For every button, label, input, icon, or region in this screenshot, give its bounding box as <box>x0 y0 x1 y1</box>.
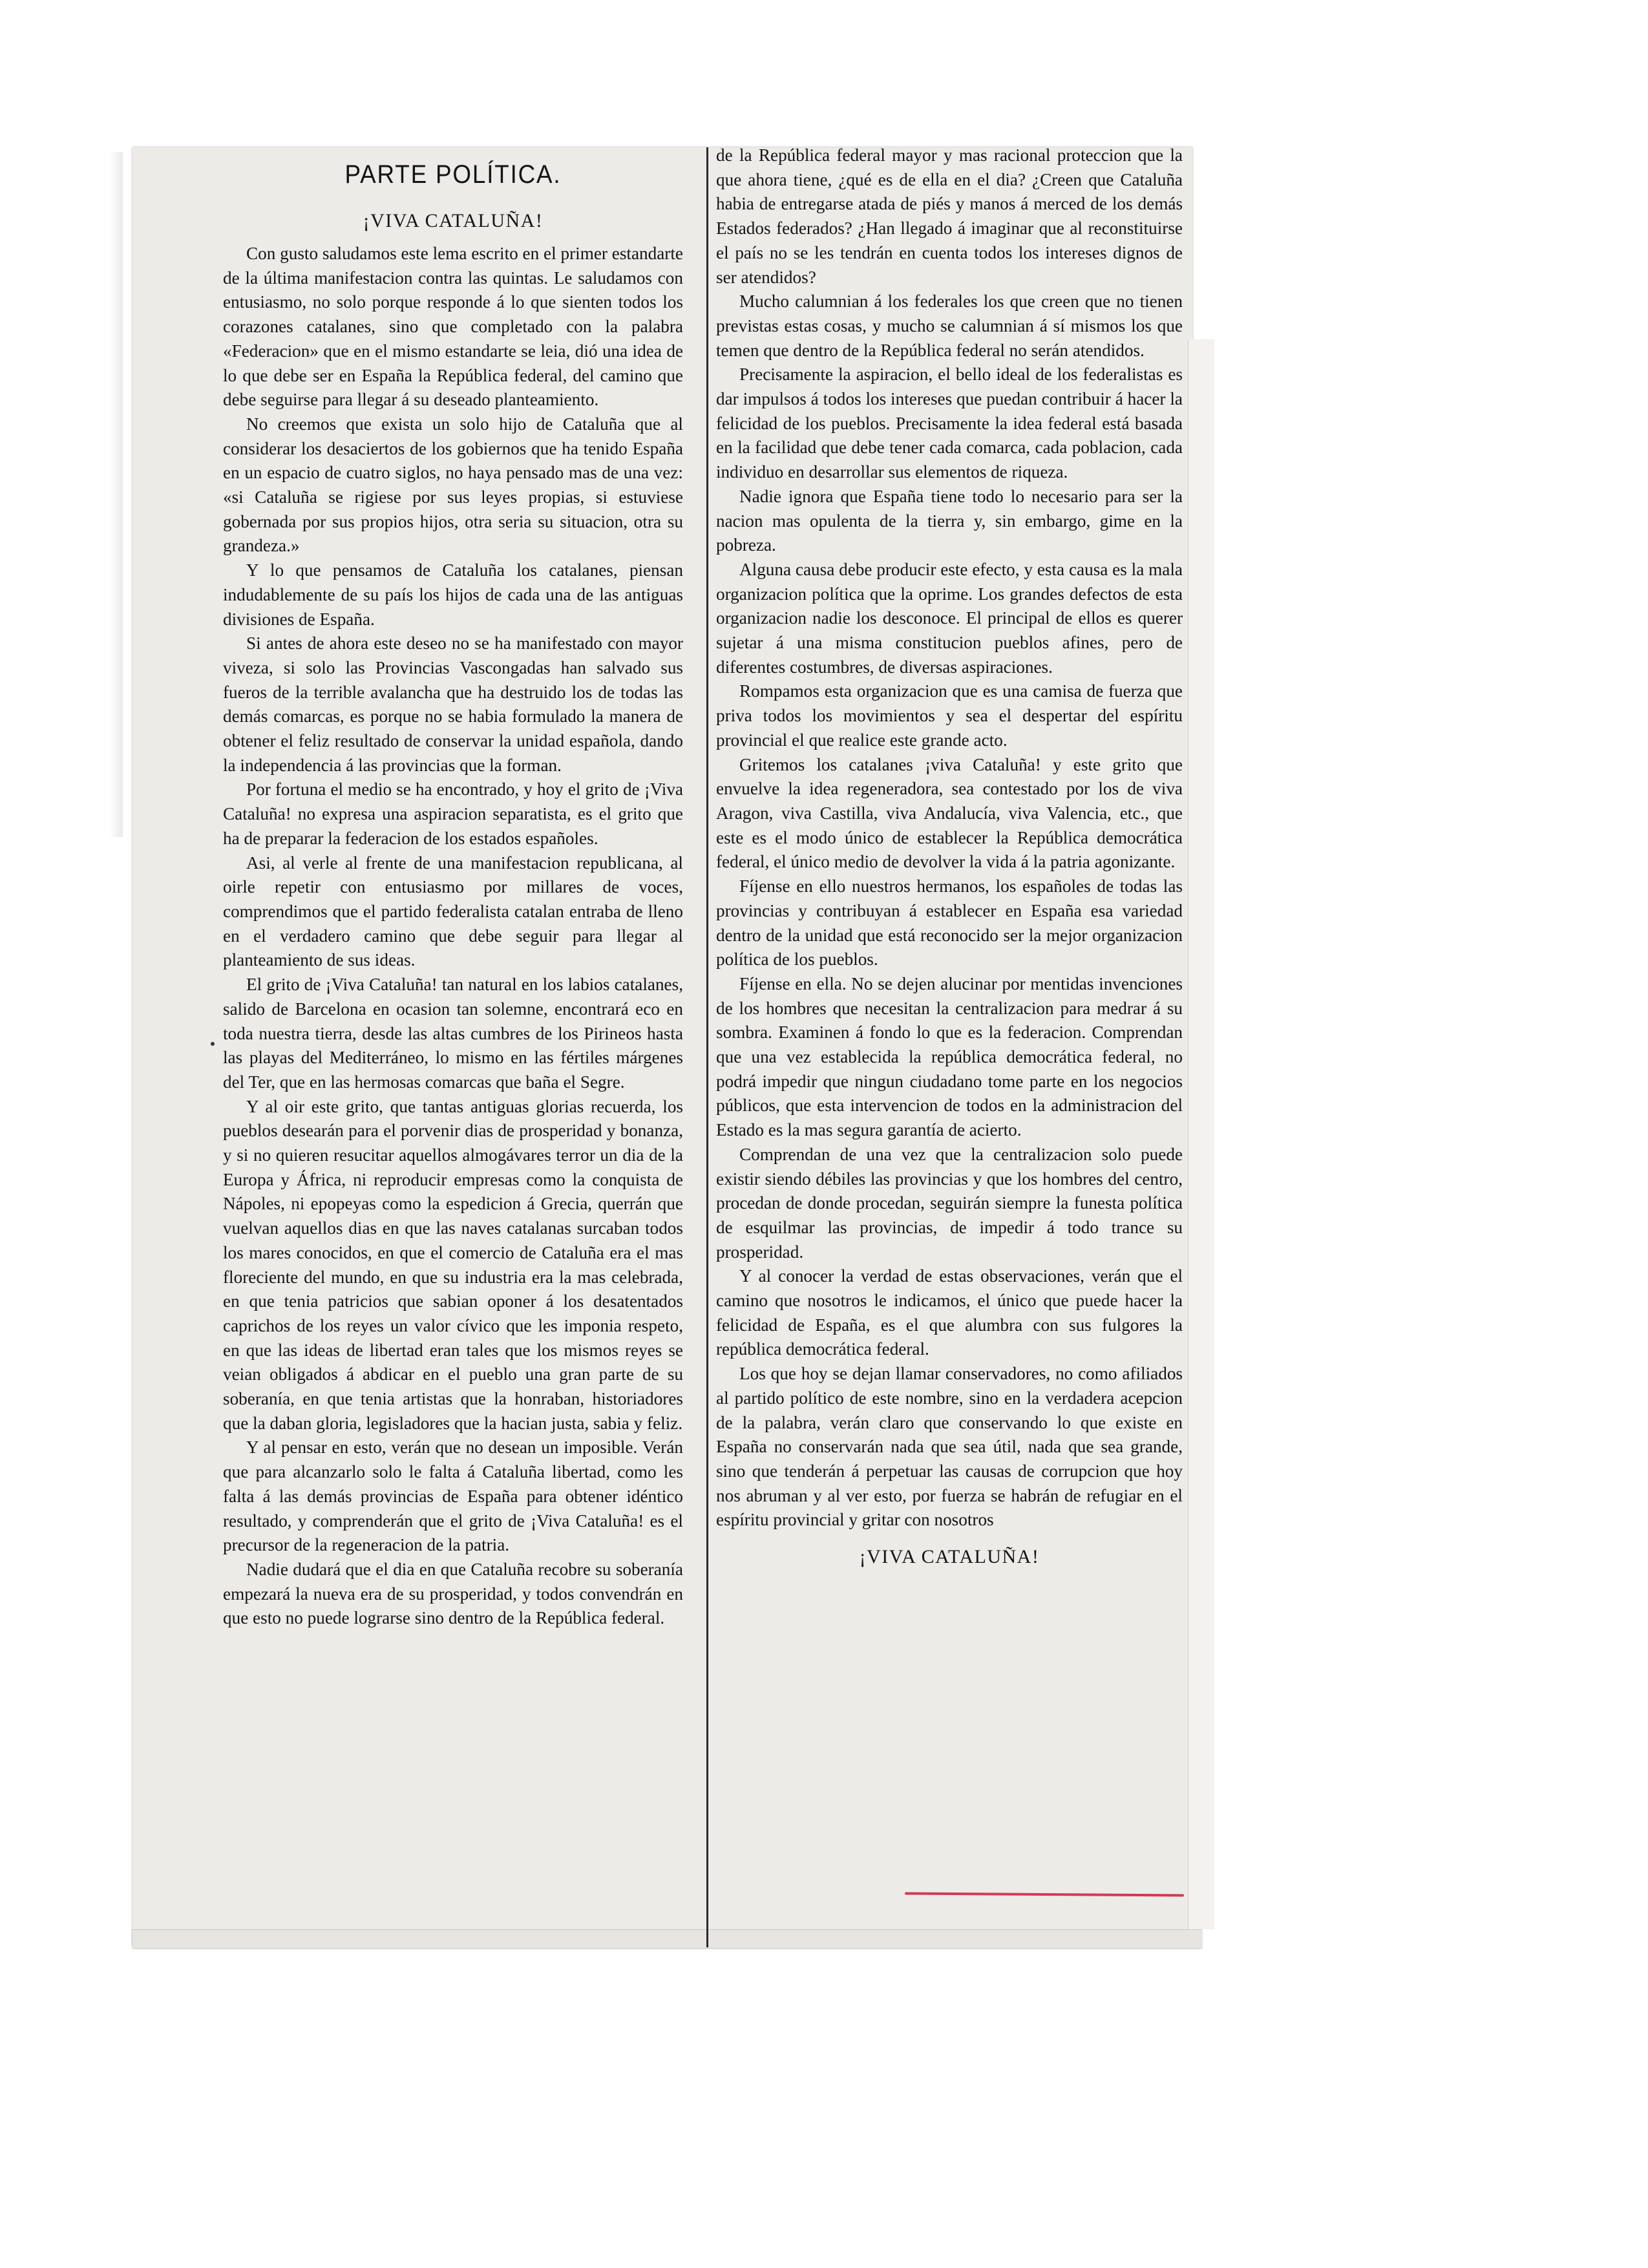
paragraph: El grito de ¡Viva Cataluña! tan natural en los labios catalanes, salido de Barcelona en ocasion tan solemne, encontrará eco en toda nuestra tierra, desde las altas cumbres de los Pirineos hasta las playas del Mediterráneo, lo mismo en las fértiles márgenes del Ter, que en las hermosas comarcas que baña el Segre. <box>223 975 683 1092</box>
paragraph: Fíjense en ella. No se dejen alucinar por mentidas invenciones de los hombres que necesitan la centralizacion para medrar á su sombra. Examinen á fondo lo que es la federacion. Comprendan que una vez establecida la república democrática federal, no podrá impedir que ningun ciudadano tome parte en los negocios públicos, que esta intervencion de todos en la administracion del Estado es la mas segura garantía de acierto. <box>716 973 1183 1140</box>
paragraph: Y al conocer la verdad de estas observaciones, verán que el camino que nosotros le indicamos, el único que puede hacer la felicidad de España, es el que alumbra con sus fulgores la república democrática federal. <box>716 1266 1183 1359</box>
paragraph: Mucho calumnian á los federales los que creen que no tienen previstas estas cosas, y mucho se calumnian á sí mismos los que temen que dentro de la República federal no serán atendidos. <box>716 291 1183 360</box>
paragraph: Con gusto saludamos este lema escrito en el primer estandarte de la última manifestacion contra las quintas. Le saludamos con entusiasmo, no solo porque responde á lo que sienten todos los corazones catalanes, sino que completado con la palabra «Federacion» que en el mismo estandarte se leia, dió una idea de lo que debe ser en España la República federal, del camino que debe seguirse para llegar á su deseado planteamiento. <box>223 244 683 410</box>
column-rule <box>706 147 708 1947</box>
paragraph: Fíjense en ello nuestros hermanos, los españoles de todas las provincias y contribuyan á establecer en España esa variedad dentro de la unidad que está reconocido ser la mejor organizacion política de los pueblos. <box>716 876 1183 970</box>
article-heading: ¡VIVA CATALUÑA! <box>363 210 544 231</box>
paragraph: Nadie ignora que España tiene todo lo necesario para ser la nacion mas opulenta de la tierra y, sin embargo, gime en la pobreza. <box>716 486 1183 555</box>
ink-dot <box>211 1042 215 1046</box>
paragraph: No creemos que exista un solo hijo de Cataluña que al considerar los desaciertos de los gobiernos que ha tenido España en un espacio de cuatro siglos, no haya pensado mas de una vez: «si Cataluña se rigiese por sus leyes propias, si estuviese gobernada por sus propios hijos, otra seria su situacion, otra su grandeza.» <box>223 414 683 556</box>
paragraph: Y lo que pensamos de Cataluña los catalanes, piensan indudablemente de su país los hijos de cada una de las antiguas divisiones de España. <box>223 560 683 629</box>
paragraph: Y al oir este grito, que tantas antiguas glorias recuerda, los pueblos desearán para el porvenir dias de prosperidad y bonanza, y si no quieren resucitar aquellos almogávares terror un dia de la Europa y África, ni reproducir empresas como la conquista de Nápoles, ni epopeyas como la espedicion á Grecia, querrán que vuelvan aquellos dias en que las naves catalanas surcaban todos los mares conocidos, en que el comercio de Cataluña era el mas floreciente del mundo, en que su industria era la mas celebrada, en que tenia patricios que sabian oponer á los desatentados caprichos de los reyes un valor cívico que les imponia respeto, en que las ideas de libertad eran tales que los mismos reyes se veian obligados á abdicar en el pueblo una gran parte de su soberanía, en que tenia artistas que la honraban, historiadores que la daban gloria, legisladores que la hacian justa, sabia y feliz. <box>223 1096 683 1433</box>
paragraph: Alguna causa debe producir este efecto, y esta causa es la mala organizacion política que la oprime. Los grandes defectos de esta organizacion nadie los desconoce. El principal de ellos es querer sujetar á una misma constitucion pueblos afines, pero de diferentes costumbres, de diversas aspiraciones. <box>716 559 1183 677</box>
paragraph: Comprendan de una vez que la centralizacion solo puede existir siendo débiles las provincias y que los hombres del centro, procedan de donde procedan, seguirán siempre la funesta política de esquilmar las provincias, de impedir á todo trance su prosperidad. <box>716 1144 1183 1262</box>
paragraph: Gritemos los catalanes ¡viva Cataluña! y este grito que envuelve la idea regeneradora, sea contestado por los de viva Aragon, viva Castilla, viva Andalucía, viva Valencia, etc., que este es el modo único de establecer la República democrática federal, el único medio de devolver la vida á la patria agonizante. <box>716 754 1183 872</box>
paragraph: Nadie dudará que el dia en que Cataluña recobre su soberanía empezará la nueva era de su prosperidad, y todos convendrán en que esto no puede lograrse sino dentro de la República federal. <box>223 1559 683 1628</box>
paragraph: de la República federal mayor y mas racional proteccion que la que ahora tiene, ¿qué es de ella en el dia? ¿Creen que Cataluña habia de entregarse atada de piés y manos á merced de los demás Estados federados? ¿Han llegado á imaginar que al reconstituirse el país no se les tendrán en cuenta todos los intereses dignos de ser atendidos? <box>716 145 1183 287</box>
clipping-bottom-edge <box>132 1929 1202 1948</box>
paragraph: Los que hoy se dejan llamar conservadores, no como afiliados al partido político de este nombre, sino en la verdadera acepcion de la palabra, verán claro que conservando lo que existe en España no conservarán nada que sea útil, nada que sea grande, sino que tenderán á perpetuar las causas de corrupcion que hoy nos abruman y al ver esto, por fuerza se habrán de refugiar en el espíritu provincial y gritar con nosotros <box>716 1364 1183 1530</box>
closing-slogan: ¡VIVA CATALUÑA! <box>859 1546 1040 1568</box>
paragraph: Asi, al verle al frente de una manifestacion republicana, al oirle repetir con entusiasmo por millares de voces, comprendimos que el partido federalista catalan entraba de lleno en el verdadero camino que debe seguir para llegar al planteamiento de sus ideas. <box>223 853 683 970</box>
clipping-shadow <box>110 152 123 837</box>
right-column <box>716 143 1183 1570</box>
paragraph: Si antes de ahora este deseo no se ha manifestado con mayor viveza, si solo las Provincias Vascongadas han salvado sus fueros de la terrible avalancha que ha destruido los de todas las demás comarcas, es porque no se habia formulado la manera de obtener el feliz resultado de conservar la unidad española, dando la independencia á las provincias que la forman. <box>223 633 683 775</box>
paragraph: Por fortuna el medio se ha encontrado, y hoy el grito de ¡Viva Cataluña! no expresa una aspiracion separatista, es el grito que ha de preparar la federacion de los estados españoles. <box>223 779 683 848</box>
paragraph: Precisamente la aspiracion, el bello ideal de los federalistas es dar impulsos á todos los intereses que puedan contribuir á hacer la felicidad de los pueblos. Precisamente la idea federal está basada en la facilidad que debe tener cada comarca, cada poblacion, cada individuo en desarrollar sus elementos de riqueza. <box>716 365 1183 482</box>
section-title: PARTE POLÍTICA. <box>344 160 562 189</box>
clipping-folded-edge <box>1188 339 1214 1929</box>
left-column <box>223 155 683 1631</box>
paragraph: Y al pensar en esto, verán que no desean un imposible. Verán que para alcanzarlo solo le falta á Cataluña libertad, como les falta á las demás provincias de España para obtener idéntico resultado, y comprenderán que el grito de ¡Viva Cataluña! es el precursor de la regeneracion de la patria. <box>223 1437 683 1555</box>
paragraph: Rompamos esta organizacion que es una camisa de fuerza que priva todos los movimientos y sea el despertar del espíritu provincial el que realice este grande acto. <box>716 681 1183 750</box>
